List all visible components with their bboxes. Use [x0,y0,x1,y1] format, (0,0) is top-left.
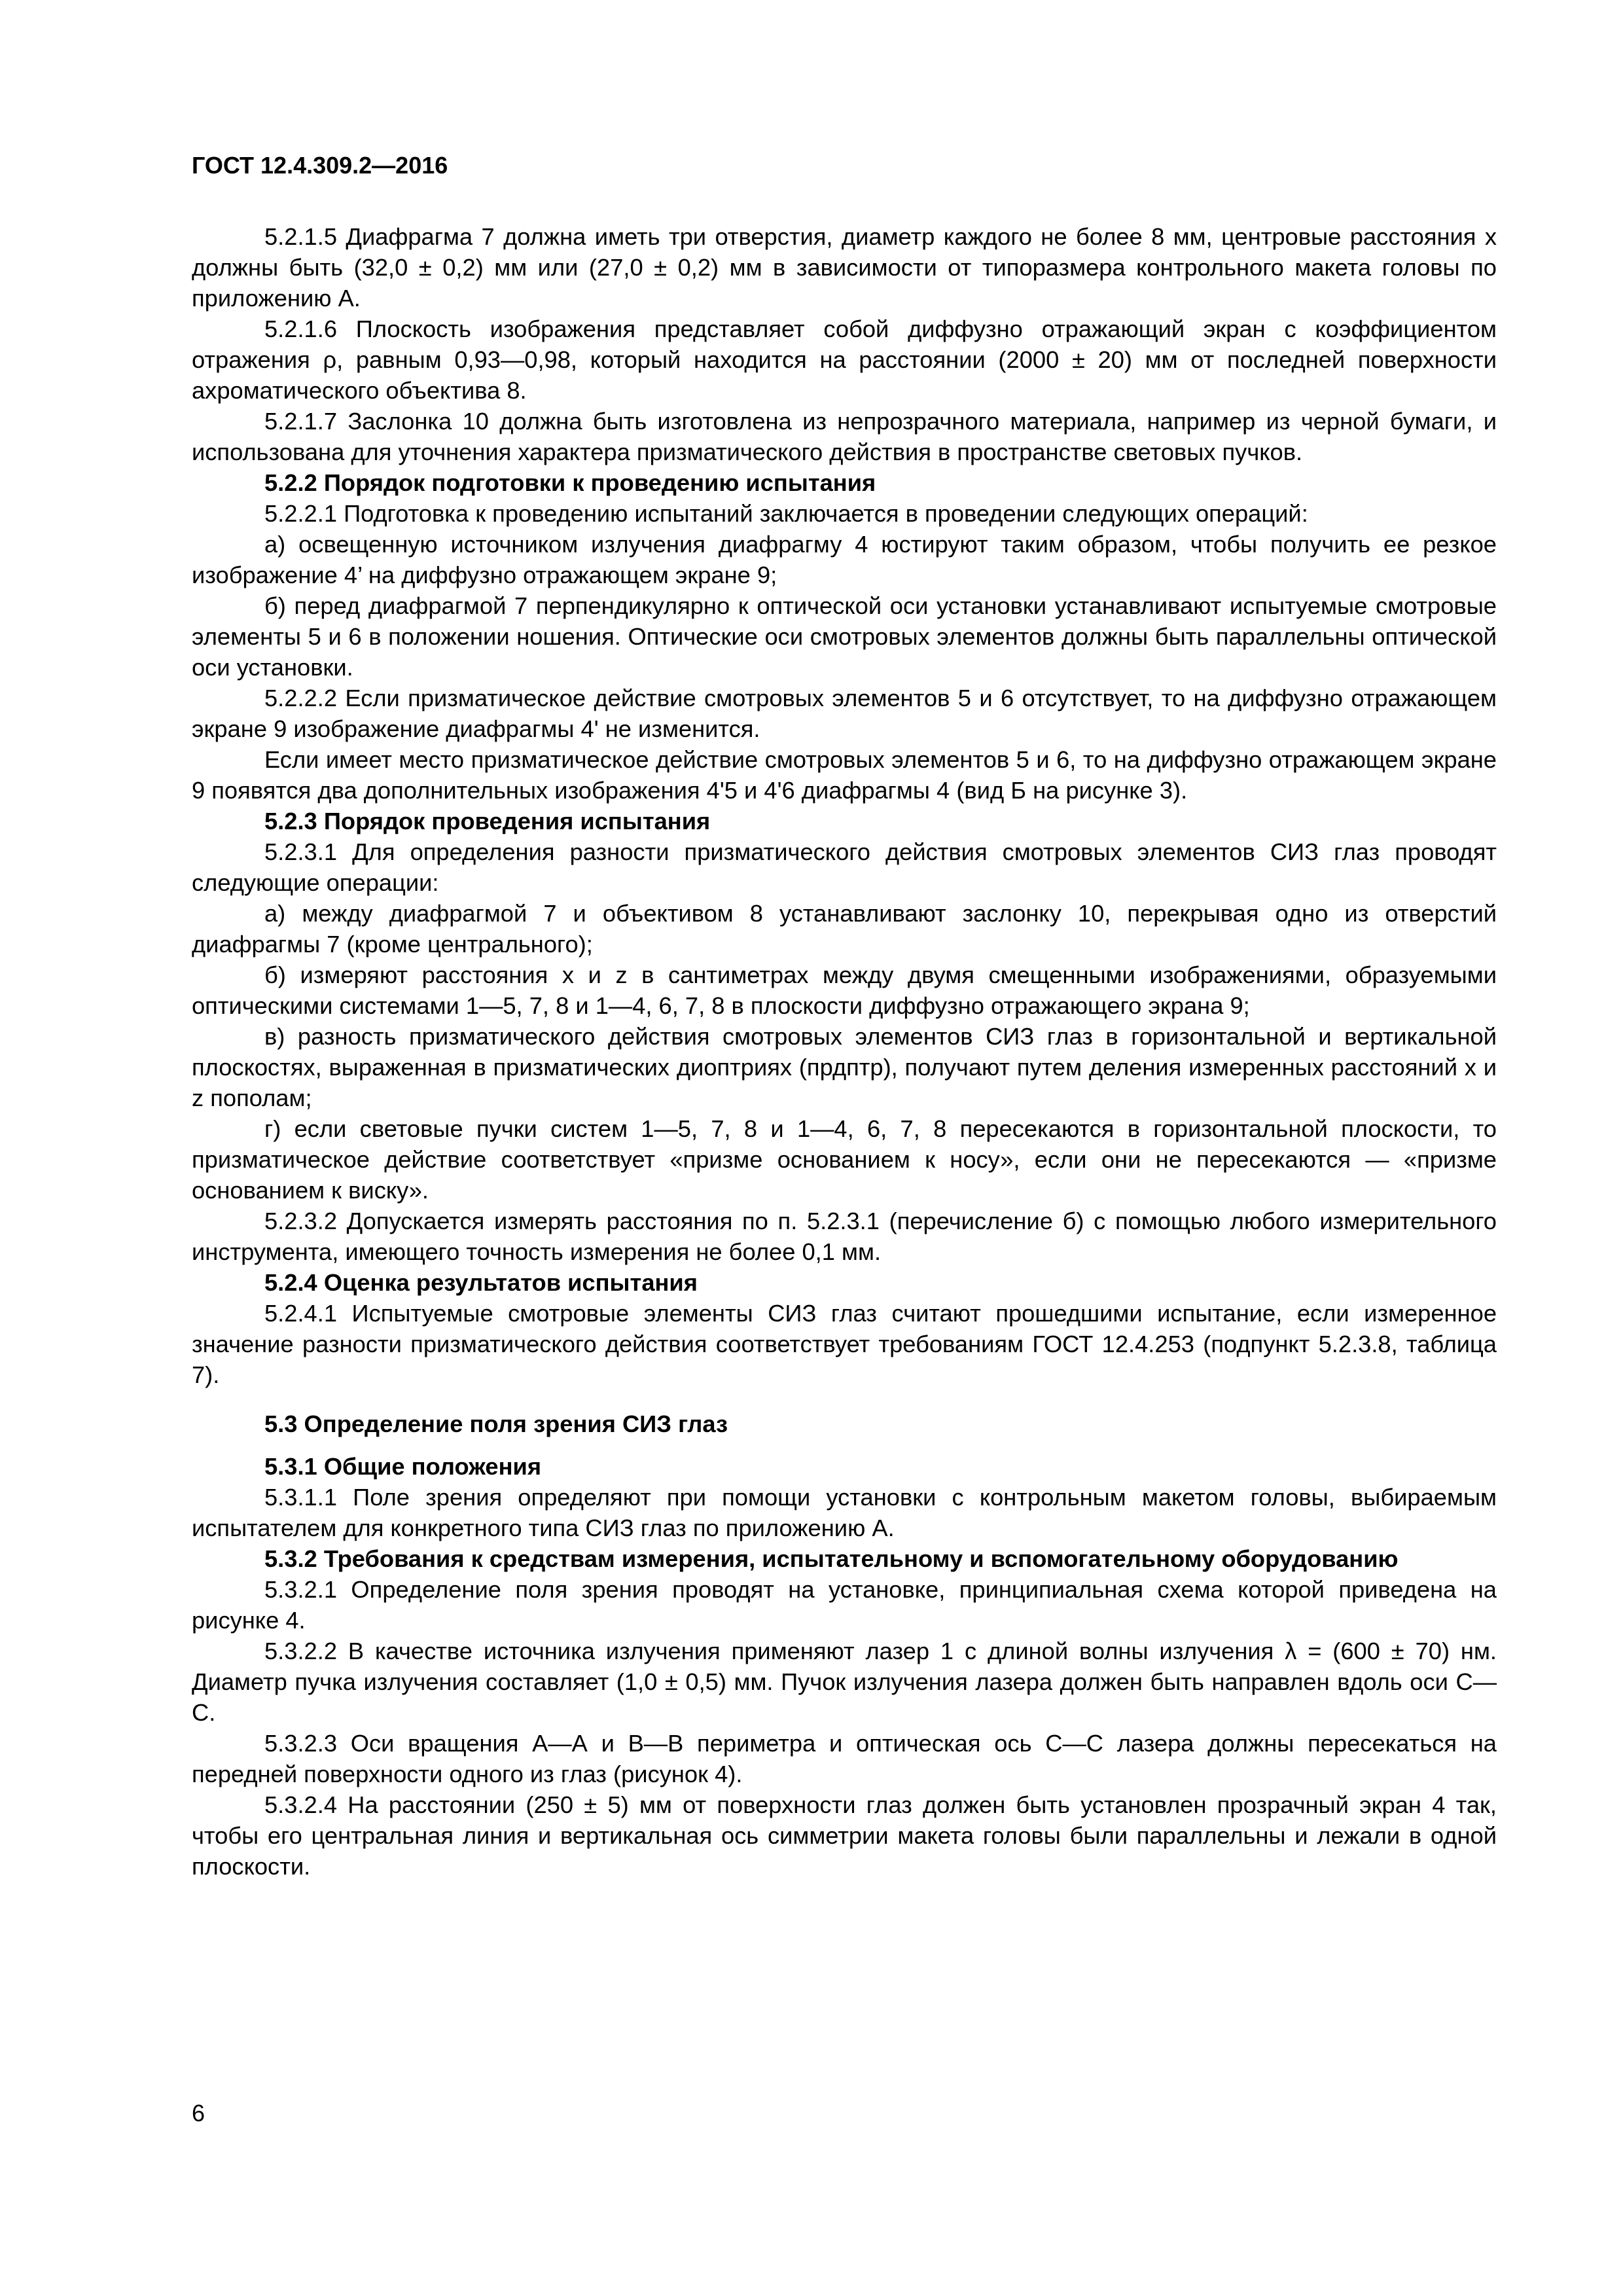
section-heading-5-3: 5.3 Определение поля зрения СИЗ глаз [264,1410,728,1437]
clause-5-3-2-4: 5.3.2.4 На расстоянии (250 ± 5) мм от поверхности глаз должен быть установлен прозрачный экран 4 так, чтобы его центральная линия и вертикальная ось симметрии макета головы были параллельны и лежали в одной плоскости. [192,1791,1497,1880]
document-body [192,221,1497,1882]
clause-5-2-3-1: 5.2.3.1 Для определения разности призматического действия смотровых элементов СИЗ глаз проводят следующие операции: [192,838,1497,896]
clause-5-2-1-7: 5.2.1.7 Заслонка 10 должна быть изготовлена из непрозрачного материала, например из черной бумаги, и использована для уточнения характера призматического действия в пространстве световых пучков. [192,408,1497,465]
clause-5-3-2-1: 5.3.2.1 Определение поля зрения проводят на установке, принципиальная схема которой приведена на рисунке 4. [192,1576,1497,1634]
list-item-a-5-2-2-1: а) освещенную источником излучения диафрагму 4 юстируют таким образом, чтобы получить ее резкое изображение 4’ на диффузно отражающем экране 9; [192,531,1497,588]
document-code-header: ГОСТ 12.4.309.2—2016 [192,152,448,179]
heading-5-2-2: 5.2.2 Порядок подготовки к проведению испытания [264,469,876,496]
page-number: 6 [192,2100,205,2126]
list-item-g-5-2-3-1: г) если световые пучки систем 1—5, 7, 8 и 1—4, 6, 7, 8 пересекаются в горизонтальной плоскости, то призматическое действие соответствует «призме основанием к носу», если они не пересекаются — «призме основанием к виску». [192,1115,1497,1204]
clause-5-2-1-6: 5.2.1.6 Плоскость изображения представляет собой диффузно отражающий экран с коэффициентом отражения ρ, равным 0,93—0,98, который находится на расстоянии (2000 ± 20) мм от последней поверхности ахроматического объектива 8. [192,315,1497,404]
list-item-b-5-2-3-1: б) измеряют расстояния x и z в сантиметрах между двумя смещенными изображениями, образуемыми оптическими системами 1—5, 7, 8 и 1—4, 6, 7, 8 в плоскости диффузно отражающего экрана 9; [192,961,1497,1019]
heading-5-2-3: 5.2.3 Порядок проведения испытания [264,808,711,834]
heading-5-2-4: 5.2.4 Оценка результатов испытания [264,1269,698,1296]
heading-5-3-2: 5.3.2 Требования к средствам измерения, испытательному и вспомогательному оборудованию [264,1545,1399,1572]
clause-5-3-2-3: 5.3.2.3 Оси вращения А—А и В—В периметра и оптическая ось С—С лазера должны пересекаться на передней поверхности одного из глаз (рисунок 4). [192,1730,1497,1787]
clause-5-2-2-2-continued: Если имеет место призматическое действие смотровых элементов 5 и 6, то на диффузно отражающем экране 9 появятся два дополнительных изображения 4'5 и 4'6 диафрагмы 4 (вид Б на рисунке 3). [192,746,1497,804]
clause-5-2-4-1: 5.2.4.1 Испытуемые смотровые элементы СИЗ глаз считают прошедшими испытание, если измеренное значение разности призматического действия соответствует требованиям ГОСТ 12.4.253 (подпункт 5.2.3.8, таблица 7). [192,1300,1497,1388]
clause-5-2-2-2: 5.2.2.2 Если призматическое действие смотровых элементов 5 и 6 отсутствует, то на диффузно отражающем экране 9 изображение диафрагмы 4' не изменится. [192,685,1497,742]
clause-5-2-2-1: 5.2.2.1 Подготовка к проведению испытаний заключается в проведении следующих операций: [264,500,1308,527]
clause-5-3-1-1: 5.3.1.1 Поле зрения определяют при помощи установки с контрольным макетом головы, выбираемым испытателем для конкретного типа СИЗ глаз по приложению А. [192,1484,1497,1541]
clause-5-2-3-2: 5.2.3.2 Допускается измерять расстояния по п. 5.2.3.1 (перечисление б) с помощью любого измерительного инструмента, имеющего точность измерения не более 0,1 мм. [192,1208,1497,1265]
heading-5-3-1: 5.3.1 Общие положения [264,1453,541,1480]
list-item-b-5-2-2-1: б) перед диафрагмой 7 перпендикулярно к оптической оси установки устанавливают испытуемые смотровые элементы 5 и 6 в положении ношения. Оптические оси смотровых элементов должны быть параллельны оптической оси установки. [192,592,1497,681]
list-item-v-5-2-3-1: в) разность призматического действия смотровых элементов СИЗ глаз в горизонтальной и вертикальной плоскостях, выраженная в призматических диоптриях (прдптр), получают путем деления измеренных расстояний x и z пополам; [192,1023,1497,1111]
list-item-a-5-2-3-1: а) между диафрагмой 7 и объективом 8 устанавливают заслонку 10, перекрывая одно из отверстий диафрагмы 7 (кроме центрального); [192,900,1497,958]
clause-5-2-1-5: 5.2.1.5 Диафрагма 7 должна иметь три отверстия, диаметр каждого не более 8 мм, центровые расстояния x должны быть (32,0 ± 0,2) мм или (27,0 ± 0,2) мм в зависимости от типоразмера контрольного макета головы по приложению А. [192,223,1497,312]
clause-5-3-2-2: 5.3.2.2 В качестве источника излучения применяют лазер 1 с длиной волны излучения λ = (600 ± 70) нм. Диаметр пучка излучения составляет (1,0 ± 0,5) мм. Пучок излучения лазера должен быть направлен вдоль оси С—С. [192,1638,1497,1726]
